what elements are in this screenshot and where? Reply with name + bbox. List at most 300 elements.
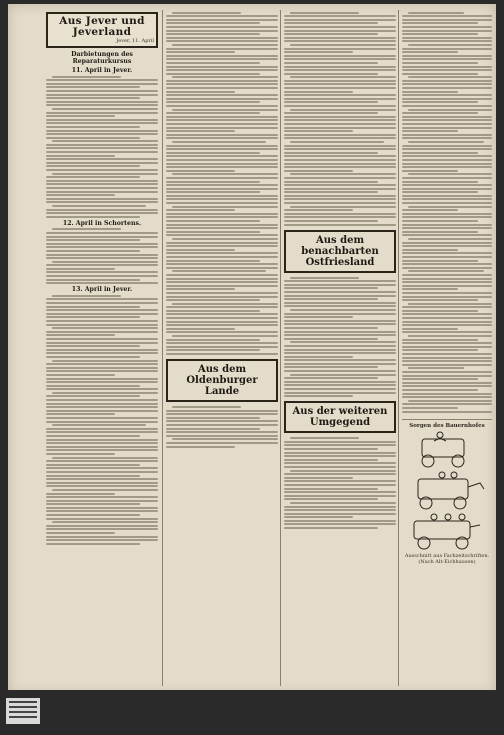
text-line: [402, 342, 492, 344]
text-line: [52, 392, 158, 394]
text-line: [46, 101, 158, 103]
text-line: [402, 19, 492, 21]
text-line: [166, 313, 278, 315]
article-heading: Darbietungen des Reparaturkursus: [71, 51, 133, 65]
text-line: [46, 446, 158, 448]
text-line: [166, 19, 278, 21]
text-line: [166, 252, 278, 254]
article-subheading: 11. April in Jever.: [71, 67, 133, 74]
text-line: [284, 359, 396, 361]
text-line: [284, 163, 396, 165]
text-line: [46, 104, 158, 106]
text-line: [284, 155, 396, 157]
text-line: [290, 374, 396, 376]
text-line: [166, 191, 260, 193]
text-line: [284, 377, 378, 379]
text-line: [284, 145, 396, 147]
text-line: [284, 345, 396, 347]
text-line: [284, 73, 378, 75]
text-line: [284, 127, 396, 129]
text-line: [402, 313, 492, 315]
text-line: [166, 331, 278, 333]
text-line: [166, 177, 278, 179]
text-line: [408, 109, 492, 111]
text-line: [408, 335, 492, 337]
text-line: [402, 263, 492, 265]
text-line: [166, 98, 278, 100]
text-line: [166, 163, 278, 165]
text-line: [402, 378, 478, 380]
text-line: [46, 500, 158, 502]
text-line: [46, 345, 140, 347]
text-line: [166, 159, 278, 161]
text-line: [284, 523, 396, 525]
text-line: [46, 236, 158, 238]
text-line: [46, 147, 158, 149]
text-line: [166, 417, 260, 419]
text-line: [290, 76, 396, 78]
article-body: [46, 295, 158, 545]
text-line: [402, 119, 492, 121]
text-line: [402, 296, 492, 298]
text-line: [402, 58, 492, 60]
article-subheading: 13. April in Jever.: [71, 286, 133, 294]
text-line: [284, 352, 396, 354]
text-line: [46, 417, 158, 419]
text-line: [166, 242, 278, 244]
text-line: [52, 173, 158, 175]
text-line: [172, 438, 278, 440]
text-line: [166, 198, 278, 200]
text-line: [290, 309, 396, 311]
text-line: [166, 83, 278, 85]
text-line: [46, 320, 158, 322]
text-line: [46, 282, 158, 284]
text-line: [402, 260, 478, 262]
text-line: [284, 491, 396, 493]
text-line: [284, 388, 396, 390]
column-1: [46, 10, 158, 688]
text-line: [52, 76, 121, 78]
text-line: [402, 331, 492, 333]
text-line: [284, 188, 396, 190]
text-line: [402, 281, 492, 283]
text-line: [46, 518, 158, 520]
text-line: [284, 452, 396, 454]
text-line: [46, 169, 158, 171]
text-line: [402, 22, 478, 24]
text-line: [402, 267, 492, 269]
text-line: [46, 112, 158, 114]
text-line: [402, 213, 492, 215]
text-line: [166, 435, 278, 437]
text-line: [402, 256, 492, 258]
text-line: [46, 442, 158, 444]
text-line: [402, 306, 492, 308]
text-line: [46, 302, 158, 304]
text-line: [166, 413, 278, 415]
text-line: [284, 370, 396, 372]
text-line: [46, 191, 158, 193]
section-title: Aus Jever und Jeverland: [59, 15, 145, 38]
text-line: [402, 357, 492, 359]
text-line: [284, 116, 396, 118]
text-line: [172, 238, 278, 240]
text-line: [284, 62, 378, 64]
text-line: [46, 209, 158, 211]
text-line: [284, 166, 396, 168]
text-line: [402, 224, 492, 226]
text-line: [46, 119, 158, 121]
text-line: [166, 166, 278, 168]
text-line: [290, 206, 396, 208]
text-line: [402, 396, 492, 398]
library-logo-icon: [6, 698, 40, 724]
text-line: [284, 26, 396, 28]
text-line: [284, 69, 396, 71]
section-header-oldenburg: [166, 359, 278, 402]
text-line: [46, 532, 115, 534]
text-line: [46, 137, 140, 139]
text-line: [402, 170, 458, 172]
text-line: [46, 528, 158, 530]
text-line: [166, 148, 278, 150]
text-line: [46, 356, 140, 358]
text-line: [46, 246, 158, 248]
article-body: [284, 12, 396, 226]
text-line: [46, 338, 158, 340]
text-line: [166, 22, 260, 24]
article-body: [46, 228, 158, 284]
text-line: [402, 278, 492, 280]
text-line: [284, 209, 353, 211]
text-line: [46, 406, 158, 408]
text-line: [46, 493, 115, 495]
text-line: [46, 428, 158, 430]
text-line: [284, 444, 396, 446]
text-line: [402, 339, 478, 341]
text-line: [402, 94, 492, 96]
text-line: [402, 382, 492, 384]
text-line: [284, 338, 378, 340]
text-line: [402, 317, 492, 319]
text-line: [166, 249, 235, 251]
text-line: [284, 19, 396, 21]
text-line: [46, 216, 140, 218]
text-line: [284, 441, 396, 443]
text-line: [46, 162, 158, 164]
text-line: [402, 191, 478, 193]
text-line: [408, 238, 492, 240]
text-line: [46, 90, 158, 92]
text-line: [402, 407, 458, 409]
text-line: [402, 360, 492, 362]
text-line: [402, 145, 492, 147]
text-line: [52, 140, 158, 142]
text-line: [166, 130, 235, 132]
text-line: [46, 165, 140, 167]
text-line: [166, 227, 278, 229]
text-line: [284, 33, 378, 35]
text-line: [284, 184, 396, 186]
text-line: [284, 477, 353, 479]
text-line: [46, 187, 158, 189]
text-line: [290, 502, 396, 504]
text-line: [46, 313, 158, 315]
text-line: [52, 108, 158, 110]
text-line: [284, 91, 353, 93]
text-line: [166, 209, 235, 211]
text-line: [284, 213, 396, 215]
text-line: [46, 243, 158, 245]
text-line: [46, 349, 158, 351]
cartoon-illustration-icon: [404, 431, 490, 551]
text-line: [52, 295, 121, 297]
text-line: [290, 277, 359, 279]
text-line: [402, 127, 492, 129]
text-line: [284, 152, 378, 154]
text-line: [284, 392, 396, 394]
text-line: [402, 51, 458, 53]
text-line: [46, 410, 158, 412]
text-line: [402, 371, 492, 373]
text-line: [284, 287, 378, 289]
text-line: [166, 105, 278, 107]
text-line: [46, 155, 115, 157]
text-line: [52, 327, 158, 329]
text-line: [408, 303, 492, 305]
text-line: [46, 212, 158, 214]
text-line: [284, 40, 396, 42]
text-line: [284, 302, 396, 304]
text-line: [284, 66, 396, 68]
text-line: [172, 206, 278, 208]
text-line: [284, 506, 396, 508]
text-line: [284, 15, 396, 17]
text-line: [46, 268, 115, 270]
section-title: Aus dem benachbarten Ostfriesland: [301, 234, 379, 268]
text-line: [166, 410, 278, 412]
text-line: [402, 321, 492, 323]
text-line: [402, 37, 492, 39]
text-line: [46, 298, 158, 300]
text-line: [166, 30, 278, 32]
text-line: [284, 94, 396, 96]
newspaper-page: [8, 4, 496, 694]
text-line: [46, 388, 158, 390]
text-line: [284, 527, 378, 529]
text-line: [402, 385, 492, 387]
text-line: [46, 316, 140, 318]
text-line: [284, 513, 396, 515]
article-body: [166, 12, 278, 355]
text-line: [402, 48, 492, 50]
text-line: [402, 285, 492, 287]
section-header-umgegend: [284, 401, 396, 433]
text-line: [166, 137, 278, 139]
text-line: [166, 184, 278, 186]
text-line: [402, 299, 478, 301]
text-line: [402, 101, 478, 103]
text-line: [402, 33, 478, 35]
text-line: [166, 234, 278, 236]
text-line: [166, 431, 278, 433]
text-line: [402, 389, 478, 391]
text-line: [46, 331, 158, 333]
text-line: [46, 464, 140, 466]
text-line: [166, 317, 278, 319]
text-line: [402, 163, 492, 165]
text-line: [166, 55, 278, 57]
text-line: [166, 37, 278, 39]
text-line: [166, 306, 278, 308]
text-line: [284, 320, 396, 322]
text-line: [284, 334, 396, 336]
text-line: [166, 260, 260, 262]
text-line: [46, 183, 158, 185]
text-line: [172, 141, 266, 143]
text-line: [46, 342, 158, 344]
text-line: [290, 173, 396, 175]
text-line: [46, 471, 158, 473]
text-line: [408, 270, 484, 272]
text-line: [166, 346, 278, 348]
text-line: [402, 123, 492, 125]
text-line: [284, 480, 396, 482]
text-line: [284, 224, 396, 226]
text-line: [408, 44, 492, 46]
text-line: [166, 58, 278, 60]
text-line: [284, 384, 396, 386]
text-line: [166, 349, 260, 351]
text-line: [46, 475, 140, 477]
text-line: [166, 91, 235, 93]
text-line: [284, 98, 396, 100]
text-line: [46, 496, 158, 498]
section-title: Aus dem Oldenburger Lande: [186, 364, 258, 397]
text-line: [402, 148, 492, 150]
text-line: [166, 155, 278, 157]
text-line: [46, 86, 140, 88]
cartoon-credit: Ausschnitt aus Fachzeitschriften. (Nach Alt-Eichhausen): [404, 552, 490, 565]
date-line: Jever, 11. April: [116, 38, 154, 44]
text-line: [402, 324, 492, 326]
text-line: [284, 130, 353, 132]
text-line: [284, 363, 396, 365]
text-line: [46, 97, 140, 99]
text-line: [46, 324, 158, 326]
text-line: [284, 473, 396, 475]
text-line: [166, 299, 260, 301]
text-line: [284, 51, 353, 53]
text-line: [166, 220, 260, 222]
text-line: [284, 381, 396, 383]
text-line: [46, 94, 158, 96]
text-line: [284, 484, 396, 486]
text-line: [46, 271, 158, 273]
text-line: [284, 349, 396, 351]
text-line: [402, 353, 492, 355]
text-line: [52, 521, 158, 523]
text-line: [166, 145, 278, 147]
text-line: [402, 188, 492, 190]
text-line: [402, 159, 492, 161]
text-line: [46, 363, 158, 365]
text-line: [402, 177, 492, 179]
text-line: [166, 296, 278, 298]
text-line: [46, 144, 158, 146]
text-line: [402, 116, 492, 118]
text-line: [284, 170, 353, 172]
text-line: [284, 101, 378, 103]
text-line: [284, 520, 396, 522]
text-line: [166, 231, 260, 233]
text-line: [166, 342, 278, 344]
text-line: [46, 536, 158, 538]
text-line: [166, 48, 278, 50]
text-line: [166, 353, 278, 355]
text-line: [172, 270, 266, 272]
text-line: [46, 378, 158, 380]
text-line: [408, 76, 492, 78]
text-line: [402, 364, 492, 366]
text-line: [284, 448, 378, 450]
text-line: [46, 232, 158, 234]
text-line: [284, 280, 396, 282]
text-line: [284, 395, 353, 397]
text-line: [46, 478, 158, 480]
text-line: [46, 539, 158, 541]
text-line: [166, 442, 278, 444]
text-line: [46, 460, 158, 462]
text-line: [402, 231, 478, 233]
text-line: [402, 112, 478, 114]
text-line: [290, 44, 396, 46]
article-body: [166, 406, 278, 448]
text-line: [166, 324, 278, 326]
text-line: [166, 195, 278, 197]
text-line: [402, 62, 478, 64]
text-line: [46, 381, 158, 383]
text-line: [166, 40, 278, 42]
text-line: [166, 263, 278, 265]
text-line: [166, 26, 278, 28]
text-line: [402, 40, 492, 42]
text-line: [166, 278, 278, 280]
text-line: [284, 298, 378, 300]
text-line: [402, 292, 492, 294]
text-line: [402, 66, 492, 68]
text-line: [46, 198, 158, 200]
text-line: [166, 66, 278, 68]
text-line: [46, 413, 115, 415]
text-line: [402, 209, 458, 211]
text-line: [402, 105, 492, 107]
text-line: [284, 198, 396, 200]
column-2: [166, 10, 278, 688]
text-line: [166, 170, 235, 172]
text-line: [172, 109, 278, 111]
text-line: [402, 310, 478, 312]
text-line: [284, 366, 378, 368]
text-line: [166, 245, 278, 247]
text-line: [46, 334, 115, 336]
text-line: [166, 288, 235, 290]
text-line: [284, 48, 396, 50]
text-line: [284, 58, 396, 60]
text-line: [46, 399, 158, 401]
text-line: [166, 224, 278, 226]
